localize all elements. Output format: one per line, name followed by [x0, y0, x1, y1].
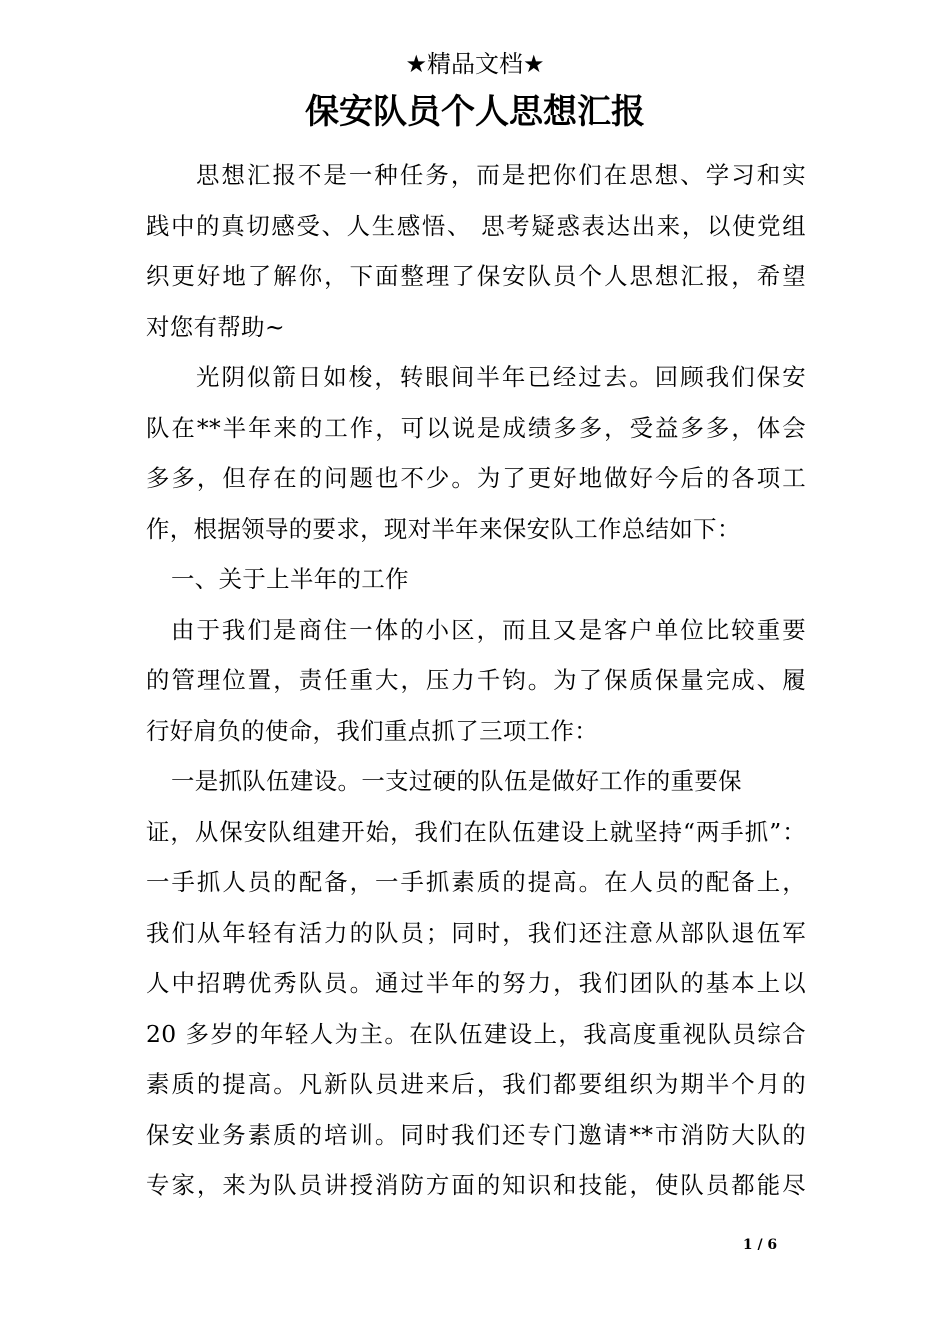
body-line: 由于我们是商住一体的小区，而且又是客户单位比较重要: [171, 615, 806, 644]
body-line: 一手抓人员的配备，一手抓素质的提高。在人员的配备上，: [146, 868, 806, 896]
body-line: 作，根据领导的要求，现对半年来保安队工作总结如下：: [146, 514, 741, 543]
body-line: 人中招聘优秀队员。通过半年的努力，我们团队的基本上以: [146, 969, 806, 997]
body-line: 对您有帮助~: [146, 312, 285, 341]
document-body: [146, 150, 806, 1211]
page-number: 1 / 6: [742, 1237, 778, 1253]
body-line: 织更好地了解你，下面整理了保安队员个人思想汇报，希望: [146, 262, 806, 290]
body-line: 光阴似箭日如梭，转眼间半年已经过去。回顾我们保安: [196, 363, 806, 391]
body-line: 20 多岁的年轻人为主。在队伍建设上，我高度重视队员综合: [146, 1019, 806, 1048]
body-line: 践中的真切感受、人生感悟、 思考疑惑表达出来，以使党组: [146, 211, 806, 240]
body-line: 队在**半年来的工作，可以说是成绩多多，受益多多，体会: [146, 413, 806, 442]
header-banner: ★精品文档★: [405, 50, 545, 78]
body-line: 保安业务素质的培训。同时我们还专门邀请**市消防大队的: [146, 1120, 806, 1149]
body-line: 证，从保安队组建开始，我们在队伍建设上就坚持“两手抓”：: [146, 817, 806, 846]
body-line: 多多，但存在的问题也不少。为了更好地做好今后的各项工: [146, 464, 806, 492]
body-line: 的管理位置，责任重大，压力千钧。为了保质保量完成、履: [146, 666, 806, 694]
body-line: 思想汇报不是一种任务，而是把你们在思想、学习和实: [196, 161, 806, 189]
section-heading: 一、关于上半年的工作: [171, 565, 409, 593]
body-line: 行好肩负的使命，我们重点抓了三项工作：: [146, 716, 599, 745]
document-title: 保安队员个人思想汇报: [305, 92, 645, 132]
body-line: 专家，来为队员讲授消防方面的知识和技能，使队员都能尽: [146, 1171, 806, 1199]
body-line: 一是抓队伍建设。一支过硬的队伍是做好工作的重要保: [171, 767, 742, 795]
body-line: 我们从年轻有活力的队员；同时，我们还注意从部队退伍军: [146, 918, 806, 947]
body-line: 素质的提高。凡新队员进来后，我们都要组织为期半个月的: [146, 1070, 806, 1098]
